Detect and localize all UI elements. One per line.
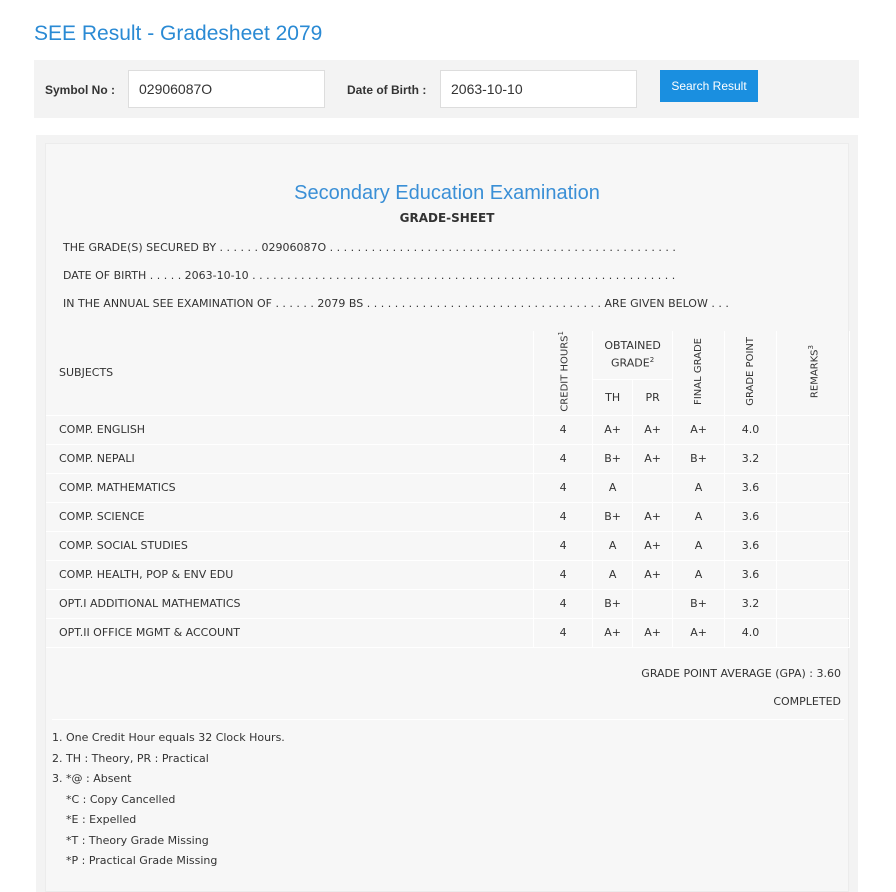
grades-table <box>46 331 850 648</box>
final-grade-cell: A <box>673 531 725 560</box>
credit-hours-cell: 4 <box>534 531 593 560</box>
credit-hours-cell: 4 <box>534 560 593 589</box>
grade-point-cell: 3.2 <box>725 444 777 473</box>
th-grade-cell: A+ <box>593 618 633 647</box>
obtained-grade-header: OBTAINED GRADE$^2$ <box>593 331 673 380</box>
grade-point-cell: 3.6 <box>725 502 777 531</box>
table-row <box>46 502 850 531</box>
footnote: *P : Practical Grade Missing <box>66 854 218 867</box>
page-title: SEE Result - Gradesheet 2079 <box>34 22 323 45</box>
dob-line: DATE OF BIRTH . . . . . 2063-10-10 . . . . . . . . . . . . . . . . . . . . . . . . . . . . . . . . . . . . . . . . . . . . . . . . . . . . . . . . . . . . . <box>63 269 676 282</box>
subject-cell: COMP. SOCIAL STUDIES <box>46 531 534 560</box>
credit-hours-cell: 4 <box>534 444 593 473</box>
remarks-cell <box>777 502 850 531</box>
table-row <box>46 560 850 589</box>
th-grade-cell: A <box>593 531 633 560</box>
table-row <box>46 415 850 444</box>
subject-cell: COMP. ENGLISH <box>46 415 534 444</box>
subject-cell: OPT.I ADDITIONAL MATHEMATICS <box>46 589 534 618</box>
final-grade-cell: A+ <box>673 618 725 647</box>
table-row <box>46 444 850 473</box>
th-header: TH <box>593 380 633 416</box>
gpa-text: GRADE POINT AVERAGE (GPA) : 3.60 <box>641 667 841 680</box>
grade-point-cell: 4.0 <box>725 618 777 647</box>
result-status: COMPLETED <box>773 695 841 708</box>
final-grade-cell: A <box>673 473 725 502</box>
pr-grade-cell: A+ <box>633 502 673 531</box>
exam-line: IN THE ANNUAL SEE EXAMINATION OF . . . . . . 2079 BS . . . . . . . . . . . . . . . . . . . . . . . . . . . . . . . . . . ARE GIVEN BELOW . . . <box>63 297 729 310</box>
table-row <box>46 473 850 502</box>
credit-hours-header: CREDIT HOURS$^1$ <box>534 331 593 415</box>
table-row <box>46 618 850 647</box>
footnote: 1. One Credit Hour equals 32 Clock Hours. <box>52 731 285 744</box>
search-result-button[interactable]: Search Result <box>660 70 758 102</box>
dob-input[interactable] <box>440 70 637 108</box>
pr-grade-cell: A+ <box>633 415 673 444</box>
credit-hours-cell: 4 <box>534 589 593 618</box>
subjects-header: SUBJECTS <box>46 331 534 415</box>
pr-grade-cell <box>633 589 673 618</box>
final-grade-cell: A+ <box>673 415 725 444</box>
remarks-cell <box>777 589 850 618</box>
credit-hours-cell: 4 <box>534 618 593 647</box>
th-grade-cell: A+ <box>593 415 633 444</box>
grade-point-header: GRADE POINT <box>725 331 777 415</box>
exam-title: Secondary Education Examination <box>294 182 600 204</box>
pr-grade-cell: A+ <box>633 444 673 473</box>
subject-cell: COMP. NEPALI <box>46 444 534 473</box>
footnote: *C : Copy Cancelled <box>66 792 176 806</box>
th-grade-cell: B+ <box>593 444 633 473</box>
subject-cell: COMP. HEALTH, POP & ENV EDU <box>46 560 534 589</box>
grade-point-cell: 3.6 <box>725 531 777 560</box>
final-grade-cell: B+ <box>673 589 725 618</box>
th-grade-cell: B+ <box>593 589 633 618</box>
grade-point-cell: 3.6 <box>725 560 777 589</box>
th-grade-cell: B+ <box>593 502 633 531</box>
pr-grade-cell: A+ <box>633 531 673 560</box>
grade-sheet-heading: GRADE-SHEET <box>399 211 495 225</box>
remarks-cell <box>777 531 850 560</box>
th-grade-cell: A <box>593 560 633 589</box>
remarks-cell <box>777 473 850 502</box>
th-grade-cell: A <box>593 473 633 502</box>
footnote: *E : Expelled <box>66 813 137 826</box>
pr-grade-cell: A+ <box>633 560 673 589</box>
footnote: 3. *@ : Absent <box>52 772 132 785</box>
final-grade-cell: A <box>673 560 725 589</box>
subject-cell: OPT.II OFFICE MGMT & ACCOUNT <box>46 618 534 647</box>
search-form <box>34 60 859 118</box>
remarks-header: REMARKS$^3$ <box>777 331 850 415</box>
final-grade-cell: A <box>673 502 725 531</box>
secured-by-line: THE GRADE(S) SECURED BY . . . . . . 02906087O . . . . . . . . . . . . . . . . . . . . . . . . . . . . . . . . . . . . . . . . . . . . . . . . . . <box>63 241 676 254</box>
dob-label: Date of Birth : <box>347 83 427 97</box>
remarks-cell <box>777 444 850 473</box>
final-grade-header: FINAL GRADE <box>673 331 725 415</box>
remarks-cell <box>777 415 850 444</box>
symbol-input[interactable] <box>128 70 325 108</box>
remarks-cell <box>777 560 850 589</box>
result-panel <box>36 135 858 892</box>
footnotes <box>52 719 844 872</box>
grade-point-cell: 4.0 <box>725 415 777 444</box>
table-row <box>46 589 850 618</box>
grade-point-cell: 3.2 <box>725 589 777 618</box>
remarks-cell <box>777 618 850 647</box>
subject-cell: COMP. SCIENCE <box>46 502 534 531</box>
credit-hours-cell: 4 <box>534 415 593 444</box>
symbol-label: Symbol No : <box>45 83 116 97</box>
credit-hours-cell: 4 <box>534 473 593 502</box>
pr-grade-cell <box>633 473 673 502</box>
table-row <box>46 531 850 560</box>
grade-point-cell: 3.6 <box>725 473 777 502</box>
pr-header: PR <box>633 380 673 416</box>
footnote: *T : Theory Grade Missing <box>66 833 209 847</box>
grade-sheet <box>45 143 849 892</box>
footnote: 2. TH : Theory, PR : Practical <box>52 751 209 765</box>
pr-grade-cell: A+ <box>633 618 673 647</box>
credit-hours-cell: 4 <box>534 502 593 531</box>
final-grade-cell: B+ <box>673 444 725 473</box>
subject-cell: COMP. MATHEMATICS <box>46 473 534 502</box>
